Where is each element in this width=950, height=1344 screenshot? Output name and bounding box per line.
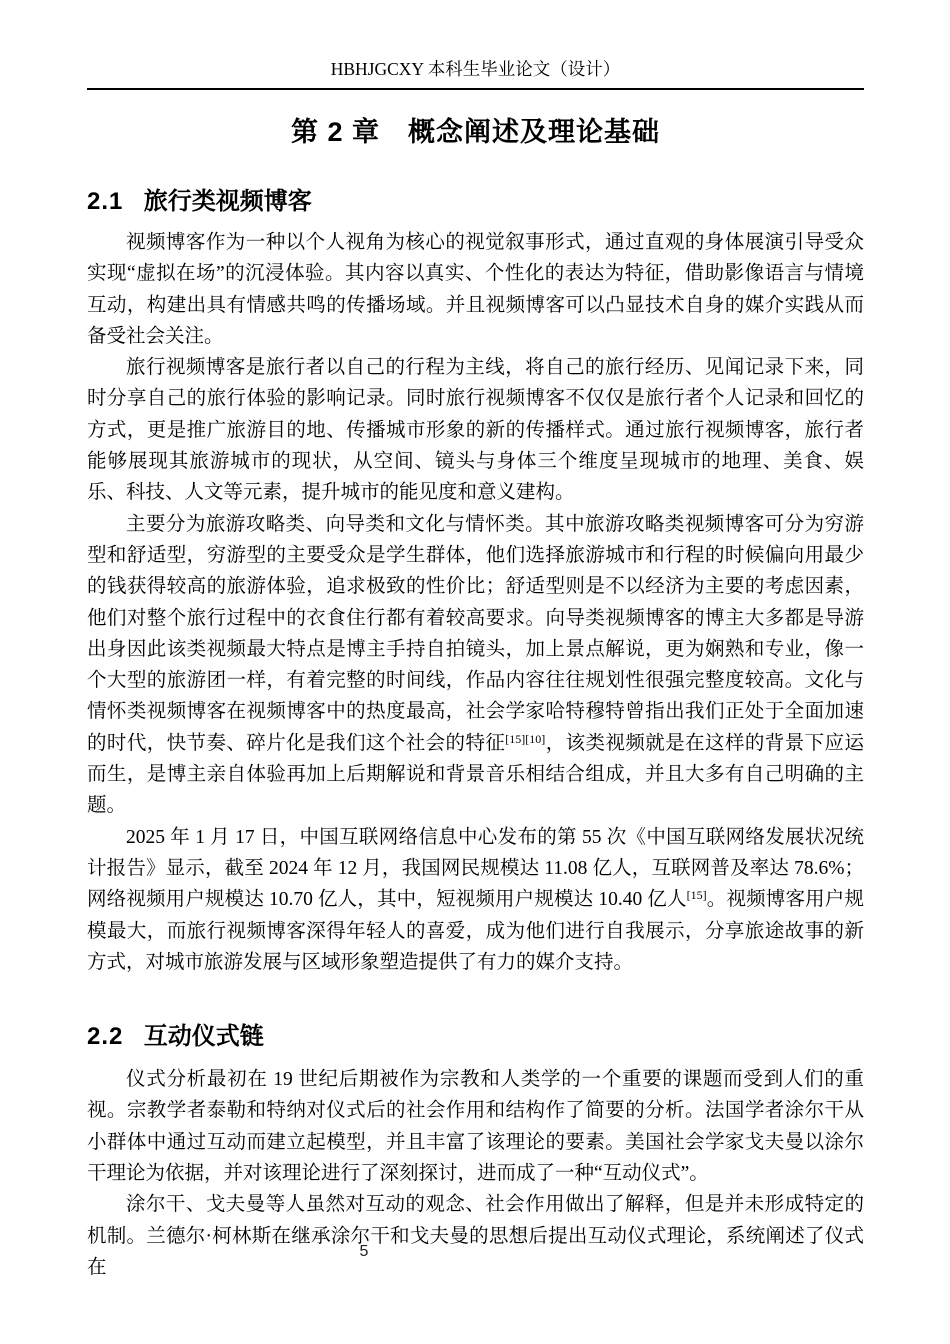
body-paragraph: 仪式分析最初在 19 世纪后期被作为宗教和人类学的一个重要的课题而受到人们的重视。宗教学者泰勒和特纳对仪式后的社会作用和结构作了简要的分析。法国学者涂尔干从小群体中通过互动而建立起模型，并且丰富了该理论的要素。美国社会学家戈夫曼以涂尔干理论为依据，并对该理论进行了深刻探讨，进而成了一种“互动仪式”。 [87, 1069, 864, 1185]
section-title: 互动仪式链 [143, 1023, 264, 1051]
section-heading-2-2 [87, 1022, 864, 1052]
citation-superscript: [15][10] [505, 731, 546, 746]
section-number: 2.2 [87, 1023, 124, 1051]
citation-superscript: [15] [686, 888, 707, 903]
body-paragraph: 视频博客作为一种以个人视角为核心的视觉叙事形式，通过直观的身体展演引导受众实现“虚拟在场”的沉浸体验。其内容以真实、个性化的表达为特征，借助影像语言与情境互动，构建出具有情感共鸣的传播场域。并且视频博客可以凸显技术自身的媒介实践从而备受社会关注。 [87, 232, 864, 347]
body-paragraph: 主要分为旅游攻略类、向导类和文化与情怀类。其中旅游攻略类视频博客可分为穷游型和舒适型，穷游型的主要受众是学生群体，他们选择旅游城市和行程的时候偏向用最少的钱获得较高的旅游体验，追求极致的性价比；舒适型则是不以经济为主要的考虑因素，他们对整个旅行过程中的衣食住行都有着较高要求。向导类视频博客的博主大多都是导游出身因此该类视频最大特点是博主手持自拍镜头，加上景点解说，更为娴熟和专业，像一个大型的旅游团一样，有着完整的时间线，作品内容往往规划性很强完整度较高。文化与情怀类视频博客在视频博客中的热度最高，社会学家哈特穆特曾指出我们正处于全面加速的时代，快节奏、碎片化是我们这个社会的特征[15][10]，该类视频就是在这样的背景下应运而生，是博主亲自体验再加上后期解说和背景音乐相结合组成，并且大多有自己明确的主题。 [87, 513, 864, 817]
section-travel-vlog [87, 187, 864, 978]
page-number: 5 [359, 1243, 369, 1260]
section-heading-2-1 [87, 187, 864, 217]
running-header [87, 57, 864, 90]
body-paragraph: 涂尔干、戈夫曼等人虽然对互动的观念、社会作用做出了解释，但是并未形成特定的机制。兰德尔·柯林斯在继承涂尔干和戈夫曼的思想后提出互动仪式理论，系统阐述了仪式在 [87, 1194, 864, 1278]
document-body [87, 91, 864, 1283]
section-interaction-ritual-chain [87, 1022, 864, 1283]
body-paragraph: 2025 年 1 月 17 日，中国互联网络信息中心发布的第 55 次《中国互联网络发展状况统计报告》显示，截至 2024 年 12 月，我国网民规模达 11.08 亿人，互联网普及率达 78.6%；网络视频用户规模达 10.70 亿人，其中，短视频用户规模达 10.40 亿人[15]。视频博客用户规模最大，而旅行视频博客深得年轻人的喜爱，成为他们进行自我展示，分享旅途故事的新方式，对城市旅游发展与区域形象塑造提供了有力的媒介支持。 [87, 826, 864, 973]
running-header-text: HBHJGCXY 本科生毕业论文（设计） [330, 59, 621, 79]
chapter-title: 第 2 章 概念阐述及理论基础 [290, 117, 661, 147]
body-paragraph: 旅行视频博客是旅行者以自己的行程为主线，将自己的旅行经历、见闻记录下来，同时分享自己的旅行体验的影响记录。同时旅行视频博客不仅仅是旅行者个人记录和回忆的方式，更是推广旅游目的地、传播城市形象的新的传播样式。通过旅行视频博客，旅行者能够展现其旅游城市的现状，从空间、镜头与身体三个维度呈现城市的地理、美食、娱乐、科技、人文等元素，提升城市的能见度和意义建构。 [87, 357, 864, 504]
section-title: 旅行类视频博客 [143, 188, 312, 215]
section-number: 2.1 [87, 188, 124, 215]
